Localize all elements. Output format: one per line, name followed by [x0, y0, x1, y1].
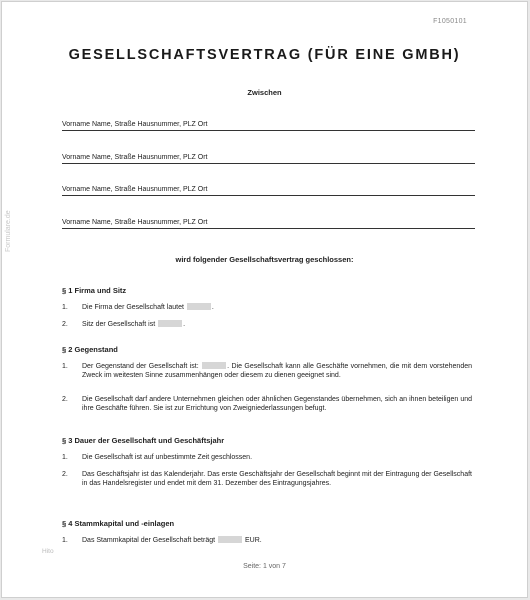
clause-text: Die Gesellschaft ist auf unbestimmte Zeit geschlossen. [82, 454, 253, 461]
clause-text: . Die Gesellschaft kann alle Geschäfte vornehmen, die mit dem vorstehenden Zweck im weitesten Sinne zusammenhängen oder diesem zu dienen geeignet sind. [82, 363, 473, 379]
clause-text: . [211, 304, 214, 311]
clause [62, 536, 472, 545]
clause-text: Die Firma der Gesellschaft lautet [82, 304, 184, 311]
clause-text: Das Geschäftsjahr ist das Kalenderjahr. Das erste Geschäftsjahr der Gesellschaft beginnt mit der Eintragung der Gesellschaft in das Handelsregister und endet mit dem 31. Dezember des Eintragungsjahres. [82, 471, 472, 487]
section-heading: § 3 Dauer der Gesellschaft und Geschäftsjahr [62, 436, 225, 445]
clause-text: Der Gegenstand der Gesellschaft ist: [82, 363, 199, 370]
agreement-statement: wird folgender Gesellschaftsvertrag geschlossen: [175, 255, 354, 264]
page-footer: Seite: 1 von 7 [243, 563, 286, 570]
clause [62, 453, 472, 462]
fill-in-field[interactable] [202, 362, 226, 369]
document-id: F1050101 [433, 18, 467, 25]
fill-in-field[interactable] [158, 320, 182, 327]
between-label: Zwischen [247, 88, 282, 97]
clause [62, 470, 472, 488]
clause-number: 2. [62, 321, 68, 328]
section-heading: § 1 Firma und Sitz [62, 286, 127, 295]
side-watermark: Formulare.de [5, 210, 12, 252]
clause-text: EUR. [244, 537, 262, 544]
clause-text: Die Gesellschaft darf andere Unternehmen gleichen oder ähnlichen Gegenstandes übernehmen, sich an ihnen beteiligen und ihre Geschäfte führen. Sie ist zur Errichtung von Zweigniederlassungen befugt. [82, 396, 472, 412]
party-line: Vorname Name, Straße Hausnummer, PLZ Ort [62, 219, 475, 229]
clause-text: Das Stammkapital der Gesellschaft beträgt [82, 537, 216, 544]
corner-mark: Hito [42, 548, 54, 555]
clause-number: 2. [62, 396, 68, 403]
clause [62, 362, 472, 380]
document-title: GESELLSCHAFTSVERTRAG (FÜR EINE GMBH) [68, 47, 461, 63]
clause-number: 2. [62, 471, 68, 478]
section-heading: § 2 Gegenstand [62, 345, 118, 354]
clause [62, 303, 472, 312]
clause-number: 1. [62, 454, 68, 461]
clause-number: 1. [62, 537, 68, 544]
clause-text: . [183, 321, 186, 328]
clause-text: Sitz der Gesellschaft ist [82, 321, 156, 328]
clause-number: 1. [62, 304, 68, 311]
section-heading: § 4 Stammkapital und -einlagen [62, 519, 175, 528]
document-page [1, 1, 528, 598]
fill-in-field[interactable] [187, 303, 211, 310]
clause [62, 320, 472, 329]
fill-in-field[interactable] [218, 536, 242, 543]
clause [62, 395, 472, 413]
party-line: Vorname Name, Straße Hausnummer, PLZ Ort [62, 186, 475, 196]
clause-number: 1. [62, 363, 68, 370]
party-line: Vorname Name, Straße Hausnummer, PLZ Ort [62, 154, 475, 164]
party-line: Vorname Name, Straße Hausnummer, PLZ Ort [62, 121, 475, 131]
